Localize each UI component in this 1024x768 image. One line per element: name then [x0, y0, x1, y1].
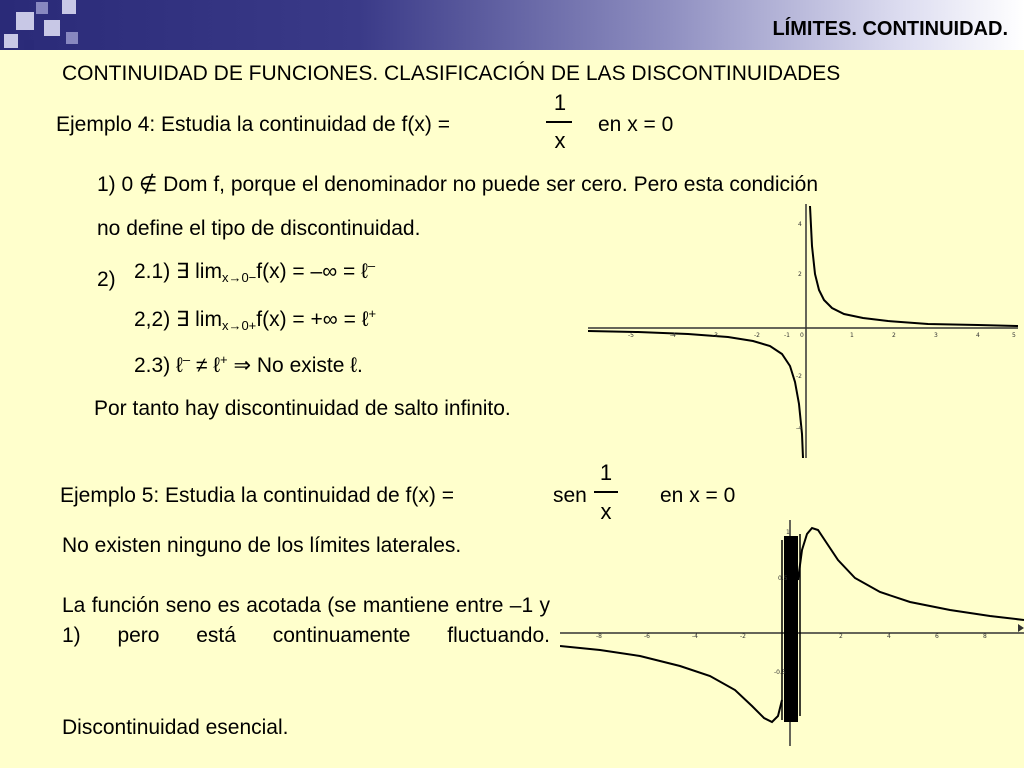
graph2-curve-left [560, 646, 782, 722]
graph2-xtick: 2 [839, 633, 843, 640]
graph1-xtick: 3 [934, 332, 938, 339]
graph2-xtick: 6 [935, 633, 939, 640]
ejemplo4-point2-2: 2,2) ∃ $\lim_{x\to 0+}f(x)$ = +∞ = ℓ+ [134, 306, 377, 333]
ejemplo4-point2-3: 2.3) ℓ– ≠ ℓ+ ⇒ No existe ℓ. [134, 352, 363, 377]
graph1-ytick: 4 [798, 221, 802, 228]
ejemplo5-at-point: en x = 0 [660, 484, 736, 507]
ejemplo4-point1-line1: 1) 0 ∉ Dom f, porque el denominador no puede ser cero. Pero esta condición [97, 173, 819, 196]
ejemplo4-conclusion: Por tanto hay discontinuidad de salto infinito. [94, 397, 511, 420]
graph1-ytick: 2 [798, 271, 802, 278]
graph1-curve-right [810, 206, 1018, 326]
ejemplo4-denominator: x [554, 128, 566, 153]
graph1-ytick: -2 [796, 373, 802, 380]
ejemplo4-fraction-bar [546, 121, 572, 123]
ejemplo4-statement: Ejemplo 4: Estudia la continuidad de f(x) = [56, 113, 450, 136]
graph2-curve-right [798, 528, 1024, 620]
ejemplo4-point2-1: 2.1) ∃ $\lim_{x\to 0-}f(x)$ = –∞ = ℓ– [134, 258, 376, 285]
graph1-xtick: 5 [1012, 332, 1016, 339]
graph1-xtick: -5 [628, 332, 634, 339]
ejemplo4-at-point: en x = 0 [598, 113, 674, 136]
ejemplo4-point1-line2: no define el tipo de discontinuidad. [97, 217, 421, 240]
graph1-xtick: -2 [754, 332, 760, 339]
graph2-xtick: -2 [740, 633, 746, 640]
graph1-xtick: 4 [976, 332, 980, 339]
ejemplo5-denominator: x [600, 499, 612, 524]
graph1-xtick: 2 [892, 332, 896, 339]
ejemplo5-conclusion: Discontinuidad esencial. [62, 716, 289, 739]
ejemplo5-sen: sen [553, 484, 587, 507]
header-title: LÍMITES. CONTINUIDAD. [772, 18, 1008, 40]
graph2-xtick: 8 [983, 633, 987, 640]
graph1-xtick: -4 [670, 332, 676, 339]
ejemplo5-numerator: 1 [599, 460, 613, 485]
graph2-xtick: -4 [692, 633, 698, 640]
graph2-ytick: 1 [786, 529, 790, 536]
graph1-xtick: -3 [712, 332, 718, 339]
graph2-x-arrow [1018, 624, 1024, 632]
graph2-ytick: -0.5 [774, 669, 786, 676]
ejemplo5-line1: No existen ninguno de los límites laterales. [62, 534, 462, 557]
ejemplo5-statement: Ejemplo 5: Estudia la continuidad de f(x) = [60, 484, 454, 507]
graph1-ytick: -4 [796, 425, 802, 432]
graph2-xtick: -6 [644, 633, 650, 640]
ejemplo5-paragraph: La función seno es acotada (se mantiene entre –1 y 1) pero está continuamente fluctuando. [62, 594, 550, 647]
graph2-xtick: 4 [887, 633, 891, 640]
graph1-curve-left [588, 331, 803, 458]
ejemplo5-fraction-bar [594, 491, 618, 493]
graph-sen-1-over-x [560, 520, 1024, 746]
graph2-xtick: -8 [596, 633, 602, 640]
section-title: CONTINUIDAD DE FUNCIONES. CLASIFICACIÓN DE LAS DISCONTINUIDADES [62, 62, 841, 85]
graph1-xtick: -1 [784, 332, 790, 339]
graph1-xtick: 0 [800, 332, 804, 339]
graph2-oscillation-band [784, 536, 798, 722]
ejemplo4-numerator: 1 [553, 90, 567, 115]
graph-1-over-x [588, 204, 1024, 458]
ejemplo4-point2-label: 2) [97, 268, 116, 291]
graph1-xtick: 1 [850, 332, 854, 339]
graph2-ytick: 0.5 [778, 575, 788, 582]
